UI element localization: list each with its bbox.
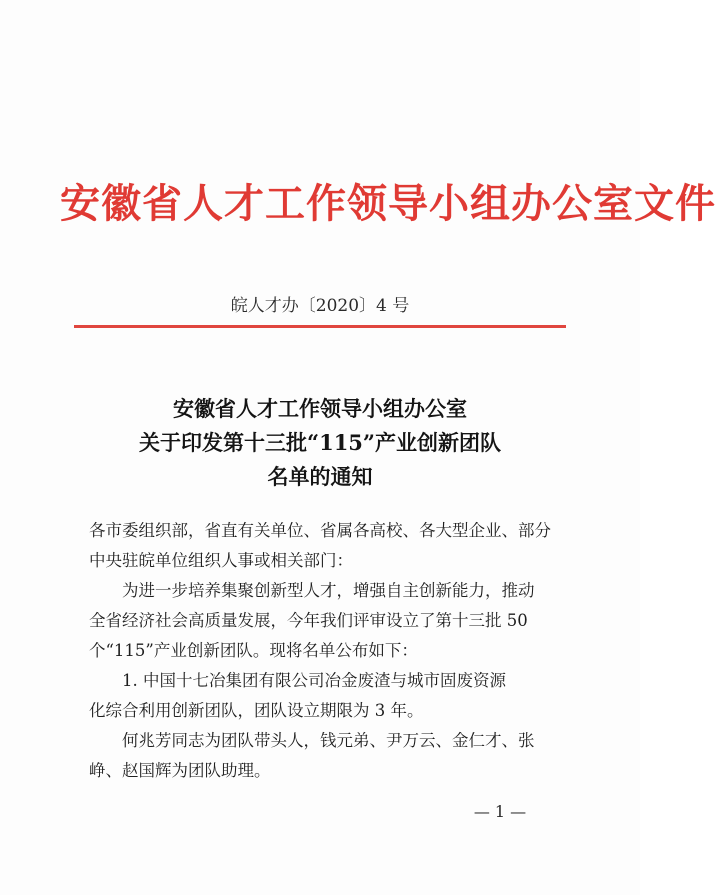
notice-title-line: 名单的通知: [267, 464, 373, 489]
document-body: [89, 516, 565, 786]
members-paragraph: [89, 726, 565, 786]
notice-title-line: 关于印发第十三批“115”产业创新团队: [139, 430, 501, 455]
text-line: 为进一步培养集聚创新型人才，增强自主创新能力，推动: [122, 581, 535, 600]
text-line: 个“115”产业创新团队。现将名单公布如下：: [89, 641, 418, 660]
text-line: 各市委组织部，省直有关单位、省属各高校、各大型企业、部分: [89, 521, 551, 540]
text-line: 化综合利用创新团队，团队设立期限为 3 年。: [89, 701, 424, 720]
text-line: 峥、赵国辉为团队助理。: [89, 761, 271, 780]
list-item-paragraph: [89, 666, 565, 726]
text-line: 全省经济社会高质量发展，今年我们评审设立了第十三批 50: [89, 611, 528, 630]
issuer-title: 安徽省人才工作领导小组办公室文件: [60, 180, 716, 227]
intro-paragraph: [89, 576, 565, 666]
red-divider-line: [74, 325, 566, 328]
document-number: 皖人才办〔2020〕4 号: [230, 296, 410, 316]
text-line: 何兆芳同志为团队带头人，钱元弟、尹万云、金仁才、张: [122, 731, 535, 750]
notice-title-line: 安徽省人才工作领导小组办公室: [173, 396, 467, 421]
text-line: 1. 中国十七冶集团有限公司冶金废渣与城市固废资源: [122, 671, 506, 690]
addressee-paragraph: [89, 516, 565, 576]
text-line: 中央驻皖单位组织人事或相关部门：: [89, 551, 353, 570]
notice-title: [60, 392, 580, 494]
page-number: — 1 —: [473, 802, 527, 821]
